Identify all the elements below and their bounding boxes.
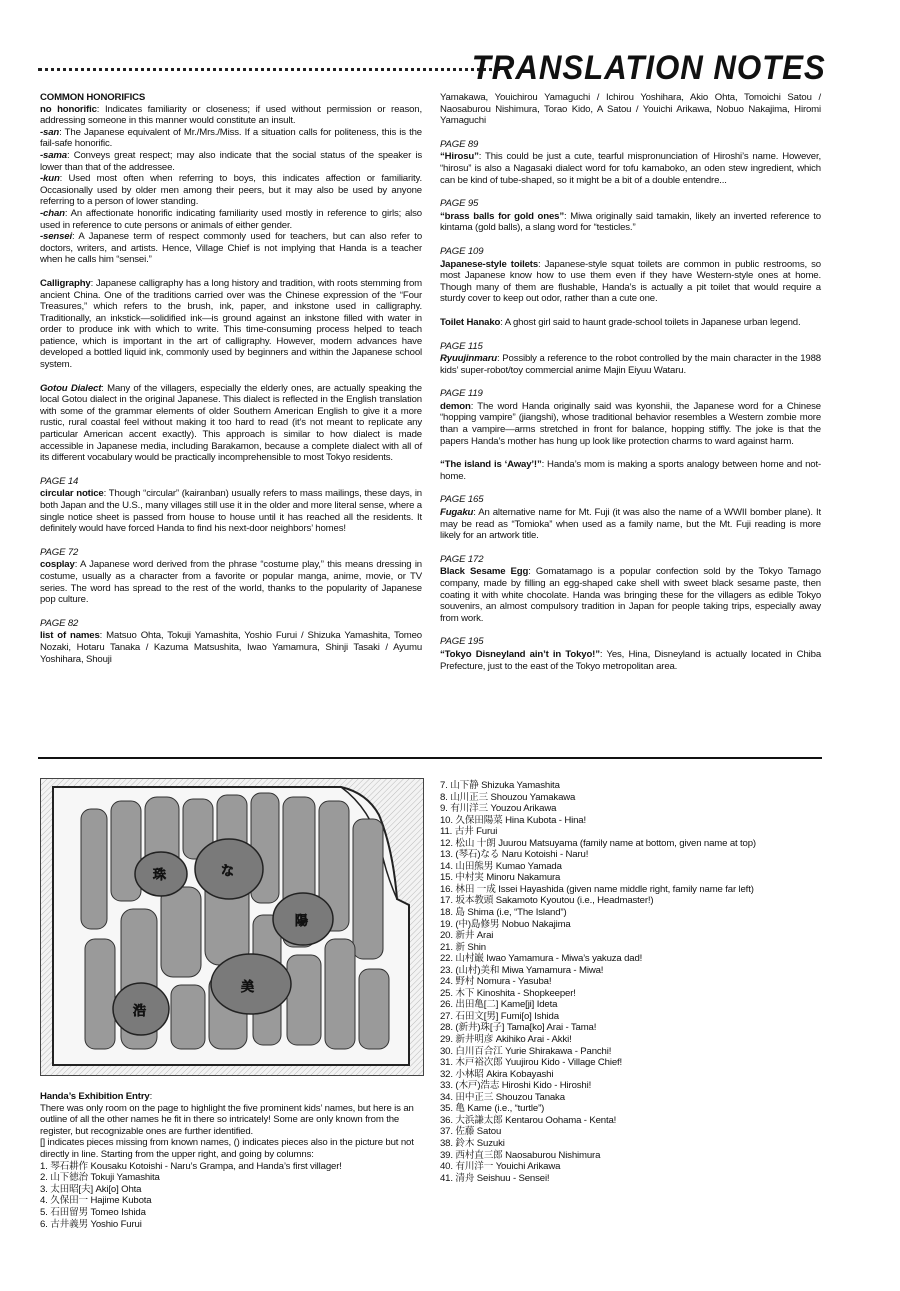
note-term: “Hirosu”	[440, 151, 479, 163]
note-fugaku	[440, 507, 821, 542]
note-demon	[440, 401, 821, 447]
note-text: : A Japanese word derived from the phrase “costume play,” this means dressing in costume, usually as a character from a favorite or popular manga, anime, movie, or TV series. The word has spread to the rest of the world, thanks to the popularity of Japanese pop culture.	[40, 559, 422, 606]
list-item: 17. 坂本教頭 Sakamoto Kyoutou (i.e., Headmaster!)	[440, 895, 654, 907]
note-text: : An alternative name for Mt. Fuji (it was also the name of a WWII bomber plane). It may be read as “Tomioka” when used as a family name, but the Mt. Fuji reading is more likely for an artwork title.	[440, 507, 821, 542]
honorific-entry	[40, 150, 422, 173]
left-column	[40, 92, 422, 665]
note-text: : Japanese calligraphy has a long history and tradition, with roots stemming from ancient China. One of the traditions carried over was the Chinese expression of the “Four Treasures,” which refers to the brush, ink, paper, and inkstone used in calligraphy. Traditionally, an inkstick—solidified ink—is ground against an inkstone filled with water in order to produce ink with which to write. This time-consuming process helped to teach patience, which is important in the art of calligraphy. However, modern advances have developed a bottled liquid ink, commonly used by beginners and within the Japanese school system.	[40, 277, 422, 371]
section-divider	[38, 757, 822, 759]
note-text: : Possibly a reference to the robot controlled by the main character in the 1988 kids’ super-robot/toy commercial anime Majin Eiyuu Wataru.	[440, 353, 821, 376]
list-item: 40. 有川洋一 Youichi Arikawa	[440, 1161, 561, 1173]
note-ryuujinmaru	[440, 353, 821, 376]
honorific-entry	[40, 127, 422, 150]
honorific-entry	[40, 231, 422, 266]
list-item: 25. 木下 Kinoshita - Shopkeeper!	[440, 987, 576, 999]
list-item: 10. 久保田陽菜 Hina Kubota - Hina!	[440, 814, 587, 826]
note-hirosu	[440, 151, 821, 186]
honorific-entry	[40, 208, 422, 231]
list-item: 11. 古井 Furui	[440, 826, 498, 838]
honorific-term: -san	[40, 126, 60, 138]
names-list	[440, 780, 821, 1184]
note-text: : Though “circular” (kairanban) usually refers to mass mailings, these days, in both Japan and the U.S., many villages still use it in the older and more literal sense, where a single notice sheet is passed from house to house until it has reached all the residents. It definitely would have forced Handa to find his next-door neighbors’ homes!	[40, 488, 422, 535]
note-term: Toilet Hanako	[440, 316, 501, 328]
exhibition-intro: There was only room on the page to highlight the five prominent kids’ names, but here is an outline of all the other names he fit in there so intricately! Some are only known from the register, but recognizable ones are further identified.	[40, 1102, 414, 1137]
note-term: “Tokyo Disneyland ain’t in Tokyo!”	[440, 648, 600, 660]
honorific-term: -chan	[40, 207, 65, 219]
svg-text:浩: 浩	[133, 1004, 147, 1019]
svg-text:美: 美	[241, 980, 255, 995]
page-ref: PAGE 172	[440, 553, 484, 565]
page-ref: PAGE 109	[440, 245, 484, 257]
note-calligraphy	[40, 278, 422, 371]
honorifics-heading: COMMON HONORIFICS	[40, 92, 146, 103]
list-item: 35. 亀 Kame (i.e., “turtle”)	[440, 1103, 545, 1115]
honorific-text: : Conveys great respect; may also indicate that the social status of the speaker is lower than that of the addressee.	[40, 149, 422, 173]
list-item: 13. (琴石)なる Naru Kotoishi - Naru!	[440, 849, 589, 861]
page-ref: PAGE 82	[40, 617, 79, 629]
list-item: 39. 西村直三郎 Naosaburou Nishimura	[440, 1149, 601, 1161]
honorific-text: : A Japanese term of respect commonly used for teachers, but can also refer to doctors, writers, and artists. Hence, Village Chief is not implying that Handa is a teacher when he calls him “sensei.”	[40, 231, 422, 266]
honorific-term: -sama	[40, 149, 67, 161]
page-ref: PAGE 14	[40, 475, 79, 487]
page-title: TRANSLATION NOTES	[472, 49, 826, 87]
list-item: 4. 久保田一 Hajime Kubota	[40, 1195, 152, 1207]
honorific-text: : Used most often when referring to boys, this indicates affection or familiarity. Occasionally used by older men among their peers, but it may also be used by anyone referring to a person of lower standing.	[40, 173, 422, 208]
honorific-text: : An affectionate honorific indicating familiarity used mostly in reference to girls; also used in reference to cute persons or animals of either gender.	[40, 207, 422, 231]
page-ref: PAGE 115	[440, 340, 483, 352]
page-ref: PAGE 119	[440, 388, 483, 400]
list-item: 6. 古井義男 Yoshio Furui	[40, 1218, 142, 1230]
note-text: : Japanese-style squat toilets are common in public restrooms, so most Japanese know how to use them even if they have Western-style ones at home. Though many of them are flushable, Handa’s is actually a pit toilet that would require a sturdy cover to keep out odor, rather than a cute one.	[440, 258, 821, 305]
honorific-text: : Indicates familiarity or closeness; if used without permission or reason, addressing someone in this manner would constitute an insult.	[40, 103, 422, 127]
page-ref: PAGE 165	[440, 494, 484, 506]
note-black-sesame-egg	[440, 566, 821, 624]
note-term: Gotou Dialect	[40, 382, 102, 394]
exhibition-names-list-right	[440, 780, 821, 1184]
list-item: 22. 山村巌 Iwao Yamamura - Miwa’s yakuza dad!	[440, 953, 643, 965]
list-item: 12. 松山 十朗 Juurou Matsuyama (family name at bottom, given name at top)	[440, 837, 756, 849]
svg-text:な: な	[221, 864, 235, 879]
list-item: 41. 清舟 Seishuu - Sensei!	[440, 1172, 550, 1184]
list-item: 15. 中村実 Minoru Nakamura	[440, 872, 561, 884]
note-list-of-names-continued: Yamakawa, Youichirou Yamaguchi / Ichirou Yoshihara, Akio Ohta, Tomoichi Satou / Naosaburou Nishimura, Torao Kido, A Satou / Youichi Arikawa, Nobuo Nakajima, Hiromi Yamaguchi	[440, 92, 821, 127]
list-item: 9. 有川洋三 Youzou Arikawa	[440, 803, 557, 815]
page-ref: PAGE 195	[440, 636, 484, 648]
list-item: 8. 山川正三 Shouzou Yamakawa	[440, 791, 576, 803]
note-term: “brass balls for gold ones”	[440, 210, 564, 222]
note-circular-notice	[40, 488, 422, 534]
calligraphy-illustration	[41, 779, 423, 1075]
note-list-of-names	[40, 630, 422, 665]
list-item: 5. 石田留男 Tomeo Ishida	[40, 1206, 146, 1218]
note-term: cosplay	[40, 559, 75, 571]
svg-text:珠: 珠	[153, 868, 167, 883]
note-term: Calligraphy	[40, 277, 91, 289]
note-term: circular notice	[40, 488, 104, 500]
list-item: 16. 林田 一成 Issei Hayashida (given name middle right, family name far left)	[440, 883, 754, 895]
list-item: 18. 島 Shima (i.e, “The Island”)	[440, 907, 567, 919]
calligraphy-artwork	[40, 778, 424, 1076]
note-term: Ryuujinmaru	[440, 353, 497, 365]
list-item: 7. 山下静 Shizuka Yamashita	[440, 780, 560, 791]
right-column	[440, 92, 821, 672]
note-text: : Handa’s mom is making a sports analogy between home and not-home.	[440, 459, 821, 482]
list-item: 27. 石田文[男] Fumi[o] Ishida	[440, 1010, 559, 1022]
note-gotou-dialect	[40, 383, 422, 464]
honorific-entry	[40, 104, 422, 127]
note-japanese-toilets	[440, 259, 821, 305]
note-brass-balls	[440, 211, 821, 234]
honorifics-list	[40, 104, 422, 266]
note-toilet-hanako	[440, 317, 821, 329]
honorific-text: : The Japanese equivalent of Mr./Mrs./Miss. If a situation calls for politeness, this is the fail-safe honorific.	[40, 126, 422, 150]
note-term: Black Sesame Egg	[440, 566, 529, 578]
note-text: : Yes, Hina, Disneyland is actually located in Chiba Prefecture, just to the east of the Tokyo metropolitan area.	[440, 648, 822, 672]
list-item: 32. 小林昭 Akira Kobayashi	[440, 1068, 554, 1080]
note-text: : A ghost girl said to haunt grade-school toilets in Japanese urban legend.	[500, 316, 801, 328]
list-item: 36. 大浜謙太郎 Kentarou Oohama - Kenta!	[440, 1114, 617, 1126]
honorific-term: -sensei	[40, 231, 73, 243]
page-ref: PAGE 89	[440, 138, 479, 150]
exhibition-heading-colon: :	[149, 1091, 153, 1102]
list-item: 33. (木戸)浩志 Hiroshi Kido - Hiroshi!	[440, 1080, 592, 1092]
note-text: : Matsuo Ohta, Tokuji Yamashita, Yoshio Furui / Shizuka Yamashita, Tomeo Nozaki, Hotaru Tanaka / Kazuma Matsushita, Iwao Yamamura, Shinji Tasaki / Ayumu Yoshihara, Shouji	[40, 630, 422, 665]
dotted-leader	[38, 68, 500, 71]
note-text: : Miwa originally said tamakin, likely an inverted reference to kintama (gold balls), a slang word for “testicles.”	[440, 210, 821, 234]
exhibition-names-list-left	[40, 1161, 422, 1231]
list-item: 38. 鈴木 Suzuki	[440, 1137, 505, 1149]
note-text: : This could be just a cute, tearful mispronunciation of Hiroshi’s name. However, “hirosu” is also a Nagasaki dialect word for tofu kamaboko, an oden stew ingredient, which can be kind of tube-shaped, so it might be a bit of a double entendre...	[440, 151, 821, 186]
list-item: 34. 田中正三 Shouzou Tanaka	[440, 1091, 565, 1103]
honorific-entry	[40, 173, 422, 208]
note-text: : The word Handa originally said was kyonshii, the Japanese word for a Chinese “hopping vampire” (jiangshi), whose traditional behavior resembles a Western zombie more than a vampire—arms stretched in front for balance, hopping stiffly. The joke is that the papers Handa’s mother has hung up look like protection charms to ward against harm.	[440, 400, 821, 447]
note-island-away	[440, 459, 821, 482]
header	[38, 48, 826, 88]
note-term: “The island is ‘Away’!”	[440, 459, 542, 471]
list-item: 30. 白川百合江 Yurie Shirakawa - Panchi!	[440, 1045, 612, 1057]
list-item: 19. (中)島修男 Nobuo Nakajima	[440, 918, 571, 930]
page-ref: PAGE 95	[440, 198, 479, 210]
note-term: demon	[440, 400, 471, 412]
list-item: 21. 新 Shin	[440, 941, 486, 953]
note-term: Japanese-style toilets	[440, 258, 539, 270]
list-item: 37. 佐藤 Satou	[440, 1126, 502, 1138]
list-item: 1. 琴石耕作 Kousaku Kotoishi - Naru’s Grampa, and Handa’s first villager!	[40, 1160, 342, 1172]
note-text: : Gomatamago is a popular confection sold by the Tokyo Tamago company, made by filling an egg-shaped cake shell with sweet black sesame paste, then coating it with white chocolate. Handa was bringing these for the villagers as edible Tokyo souvenirs, an almost compulsory tradition in Japan for people taking trips, especially away from work.	[440, 566, 821, 624]
page-ref: PAGE 72	[40, 546, 79, 558]
note-term: list of names	[40, 630, 100, 642]
list-item: 14. 山田熊男 Kumao Yamada	[440, 860, 562, 872]
note-tokyo-disneyland	[440, 649, 821, 672]
note-text: : Many of the villagers, especially the elderly ones, are actually speaking the local Gotou dialect in the original Japanese. This dialect is reflected in the English translation with some of the grammar elements of older Southern American English to give it a more rustic, rural coastal feel without making it too hard to read (it’s not meant to replicate any particular American accent exactly). This approach is similar to how dialect is made accessible in Japanese media, including Barakamon, because a complete dialect with all of its different vocabulary would be practically incomprehensible to most Tokyo residents.	[40, 382, 422, 464]
note-cosplay	[40, 559, 422, 605]
exhibition-heading-text: Handa’s Exhibition Entry	[40, 1091, 150, 1102]
honorific-term: -kun	[40, 173, 60, 185]
list-item: 24. 野村 Nomura - Yasuba!	[440, 976, 552, 988]
list-item: 2. 山下徳治 Tokuji Yamashita	[40, 1172, 160, 1184]
list-item: 26. 出田亀[二] Kame[ji] Ideta	[440, 999, 558, 1011]
list-item: 3. 太田昭[夫] Aki[o] Ohta	[40, 1183, 142, 1195]
list-item: 20. 新井 Arai	[440, 930, 494, 942]
note-term: Fugaku	[440, 507, 474, 519]
exhibition-heading	[40, 1091, 422, 1103]
list-item: 28. (新井)珠[子] Tama[ko] Arai - Tama!	[440, 1022, 597, 1034]
list-item: 29. 新井明彦 Akihiko Arai - Akki!	[440, 1034, 572, 1046]
honorific-term: no honorific	[40, 103, 97, 115]
exhibition-notation: [] indicates pieces missing from known names, () indicates pieces also in the picture but not directly in line. Starting from the upper right, and going by columns:	[40, 1137, 414, 1160]
exhibition-notes	[40, 1091, 422, 1230]
list-item: 31. 木戸裕次郎 Yuujirou Kido - Village Chief!	[440, 1057, 623, 1069]
svg-text:陽: 陽	[295, 914, 309, 929]
list-item: 23. (山村)美和 Miwa Yamamura - Miwa!	[440, 964, 604, 976]
